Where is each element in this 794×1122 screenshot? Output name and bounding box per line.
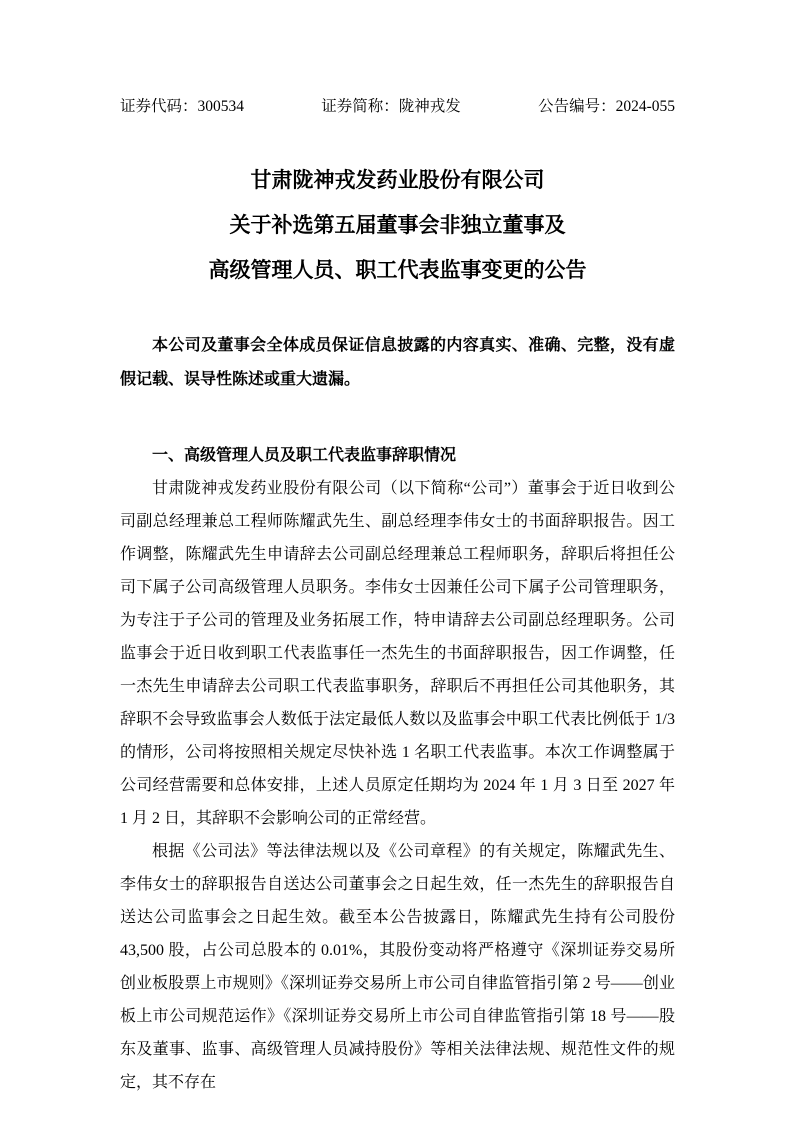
document-header	[120, 96, 675, 118]
document-title-line-2: 关于补选第五届董事会非独立董事及	[229, 213, 566, 237]
announcement-number: 公告编号：2024-055	[538, 98, 675, 115]
section-1-paragraph-2: 根据《公司法》等法律法规以及《公司章程》的有关规定，陈耀武先生、李伟女士的辞职报告自送达公司董事会之日起生效，任一杰先生的辞职报告自送达公司监事会之日起生效。截至本公告披露日，陈耀武先生持有公司股份 43,500 股，占公司总股本的 0.01%，其股份变动将严格遵守《深圳证券交易所创业板股票上市规则》《深圳证券交易所上市公司自律监管指引第 2 号——创业板上市公司规范运作》《深圳证券交易所上市公司自律监管指引第 18 号——股东及董事、监事、高级管理人员减持股份》等相关法律法规、规范性文件的规定，其不存在	[120, 843, 675, 1091]
section-heading-1: 一、高级管理人员及职工代表监事辞职情况	[152, 447, 457, 464]
document-title-line-3: 高级管理人员、职工代表监事变更的公告	[208, 258, 587, 282]
stock-code: 证券代码：300534	[120, 98, 245, 115]
disclaimer-statement: 本公司及董事会全体成员保证信息披露的内容真实、准确、完整，没有虚假记载、误导性陈述或重大遗漏。	[120, 337, 675, 388]
document-title	[120, 158, 675, 293]
stock-abbreviation: 证券简称：陇神戎发	[321, 98, 461, 115]
section-1-paragraph-1: 甘肃陇神戎发药业股份有限公司（以下简称“公司”）董事会于近日收到公司副总经理兼总工程师陈耀武先生、副总经理李伟女士的书面辞职报告。因工作调整，陈耀武先生申请辞去公司副总经理兼总工程师职务，辞职后将担任公司下属子公司高级管理人员职务。李伟女士因兼任公司下属子公司管理职务，为专注于子公司的管理及业务拓展工作，特申请辞去公司副总经理职务。公司监事会于近日收到职工代表监事任一杰先生的书面辞职报告，因工作调整，任一杰先生申请辞去公司职工代表监事职务，辞职后不再担任公司其他职务，其辞职不会导致监事会人数低于法定最低人数以及监事会中职工代表比例低于 1/3 的情形，公司将按照相关规定尽快补选 1 名职工代表监事。本次工作调整属于公司经营需要和总体安排，上述人员原定任期均为 2024 年 1 月 3 日至 2027 年 1 月 2 日，其辞职不会影响公司的正常经营。	[120, 480, 675, 827]
document-title-line-1: 甘肃陇神戎发药业股份有限公司	[250, 168, 545, 192]
